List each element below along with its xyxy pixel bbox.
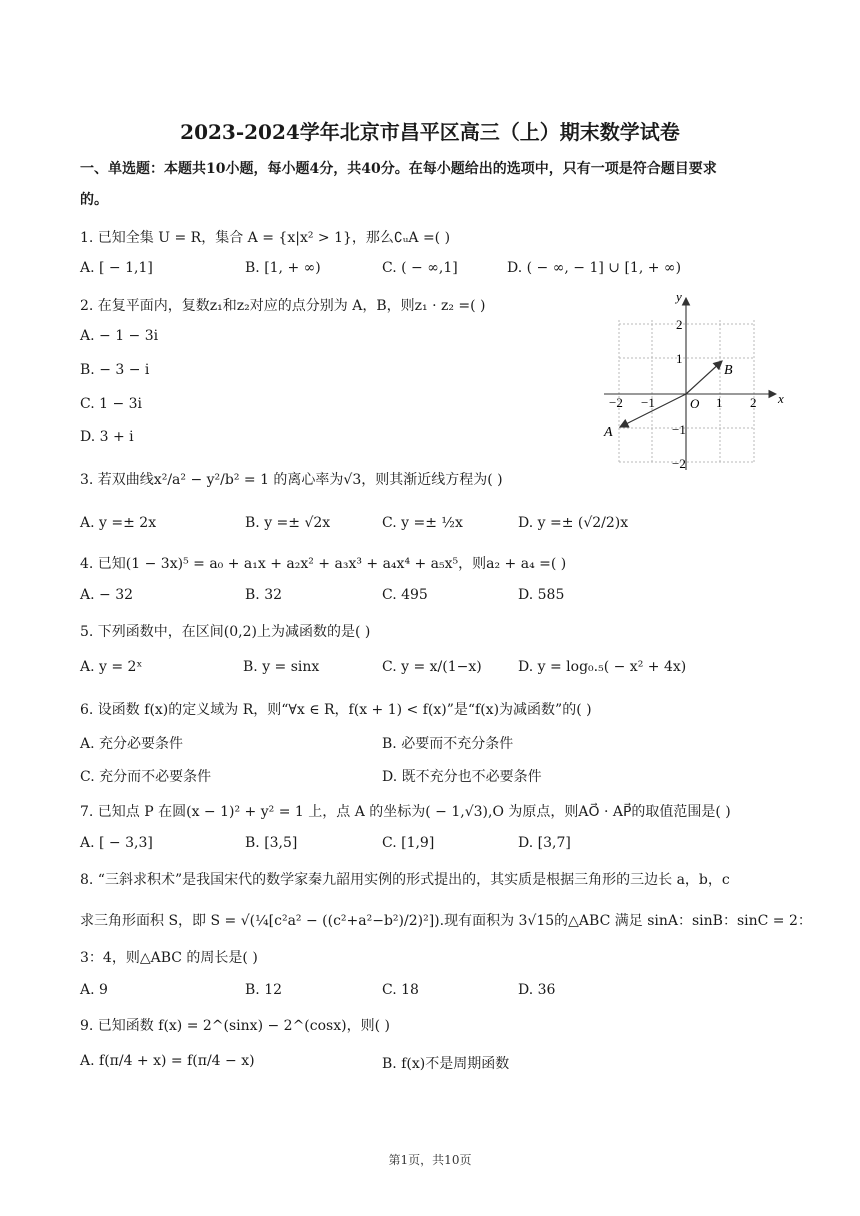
question-5-option-d: D. y = log₀.₅( − x² + 4x)	[518, 659, 687, 675]
question-4-stem: 4. 已知(1 − 3x)⁵ = a₀ + a₁x + a₂x² + a₃x³ + a₄x⁴ + a₅x⁵，则a₂ + a₄ =( )	[80, 556, 567, 572]
question-6-stem: 6. 设函数 f(x)的定义域为 R，则“∀x ∈ R，f(x + 1) < f(x)”是“f(x)为减函数”的( )	[80, 702, 592, 718]
question-5-option-a: A. y = 2ˣ	[80, 659, 143, 675]
question-9-option-a: A. f(π/4 + x) = f(π/4 − x)	[80, 1053, 255, 1069]
question-3-option-c: C. y =± ½x	[382, 515, 463, 531]
question-6-option-d: D. 既不充分也不必要条件	[382, 769, 542, 785]
question-6-option-b: B. 必要而不充分条件	[382, 736, 514, 752]
question-5-option-b: B. y = sinx	[243, 659, 320, 675]
question-7-option-b: B. [3,5]	[245, 835, 298, 851]
y-tick-1: 1	[676, 351, 683, 366]
question-4-option-b: B. 32	[245, 587, 283, 603]
point-a-label: A	[604, 425, 613, 440]
question-8-line1: 8. “三斜求积术”是我国宋代的数学家秦九韶用实例的形式提出的，其实质是根据三角形的三边长 a，b，c	[80, 872, 730, 888]
question-3-option-b: B. y =± √2x	[245, 515, 331, 531]
question-6-option-a: A. 充分必要条件	[80, 736, 184, 752]
question-5-option-c: C. y = x/(1−x)	[382, 659, 482, 675]
question-2-option-d: D. 3 + i	[80, 429, 134, 445]
question-1-option-a: A. [ − 1,1]	[80, 260, 153, 276]
section-heading-line2: 的。	[80, 192, 108, 208]
question-7-option-c: C. [1,9]	[382, 835, 435, 851]
question-3-stem: 3. 若双曲线x²/a² − y²/b² = 1 的离心率为√3，则其渐近线方程为( )	[80, 472, 503, 488]
section-heading-line1: 一、单选题：本题共10小题，每小题4分，共40分。在每小题给出的选项中，只有一项是符合题目要求	[80, 161, 717, 177]
x-axis-label: x	[778, 391, 784, 406]
question-2-option-a: A. − 1 − 3i	[80, 328, 159, 344]
page-footer: 第1页，共10页	[388, 1153, 472, 1167]
question-1-option-b: B. [1, + ∞)	[245, 260, 321, 276]
x-tick-neg2: −2	[609, 395, 623, 410]
question-8-option-d: D. 36	[518, 982, 556, 998]
question-3-option-d: D. y =± (√2/2)x	[518, 515, 629, 531]
question-2-option-b: B. − 3 − i	[80, 362, 150, 378]
question-3-option-a: A. y =± 2x	[80, 515, 157, 531]
question-4-option-c: C. 495	[382, 587, 428, 603]
y-axis-label: y	[676, 289, 682, 304]
question-7-stem: 7. 已知点 P 在圆(x − 1)² + y² = 1 上，点 A 的坐标为( − 1,√3),O 为原点，则AO⃗ · AP⃗的取值范围是( )	[80, 804, 731, 820]
question-7-option-a: A. [ − 3,3]	[80, 835, 153, 851]
question-7-option-d: D. [3,7]	[518, 835, 571, 851]
x-tick-2: 2	[750, 395, 757, 410]
complex-plane-figure	[596, 288, 786, 473]
question-4-option-d: D. 585	[518, 587, 565, 603]
question-2-option-c: C. 1 − 3i	[80, 396, 143, 412]
question-2-stem: 2. 在复平面内，复数z₁和z₂对应的点分别为 A，B，则z₁ · z₂ =( )	[80, 298, 486, 314]
y-tick-neg2: −2	[672, 456, 686, 471]
question-9-option-b: B. f(x)不是周期函数	[382, 1056, 510, 1072]
page-title: 2023-2024学年北京市昌平区高三（上）期末数学试卷	[180, 120, 680, 144]
x-tick-1: 1	[716, 395, 723, 410]
origin-label: O	[690, 396, 700, 411]
question-8-option-c: C. 18	[382, 982, 419, 998]
y-tick-2: 2	[676, 317, 683, 332]
vector-ob	[686, 361, 722, 394]
y-tick-neg1: −1	[672, 422, 686, 437]
x-tick-neg1: −1	[641, 395, 655, 410]
question-1-option-d: D. ( − ∞, − 1] ∪ [1, + ∞)	[507, 260, 682, 276]
question-8-option-b: B. 12	[245, 982, 283, 998]
question-8-line3: 3：4，则△ABC 的周长是( )	[80, 950, 258, 966]
question-1-option-c: C. ( − ∞,1]	[382, 260, 458, 276]
question-6-option-c: C. 充分而不必要条件	[80, 769, 212, 785]
question-9-stem: 9. 已知函数 f(x) = 2^(sinx) − 2^(cosx)，则( )	[80, 1018, 390, 1034]
question-8-line2: 求三角形面积 S，即 S = √(¼[c²a² − ((c²+a²−b²)/2)²]).现有面积为 3√15的△ABC 满足 sinA：sinB：sinC = 2：	[80, 913, 812, 929]
question-1-stem: 1. 已知全集 U = R，集合 A = {x|x² > 1}，那么∁ᵤA =( )	[80, 230, 451, 246]
question-5-stem: 5. 下列函数中，在区间(0,2)上为减函数的是( )	[80, 624, 371, 640]
question-8-option-a: A. 9	[80, 982, 108, 998]
point-b-label: B	[724, 363, 733, 378]
question-4-option-a: A. − 32	[80, 587, 134, 603]
